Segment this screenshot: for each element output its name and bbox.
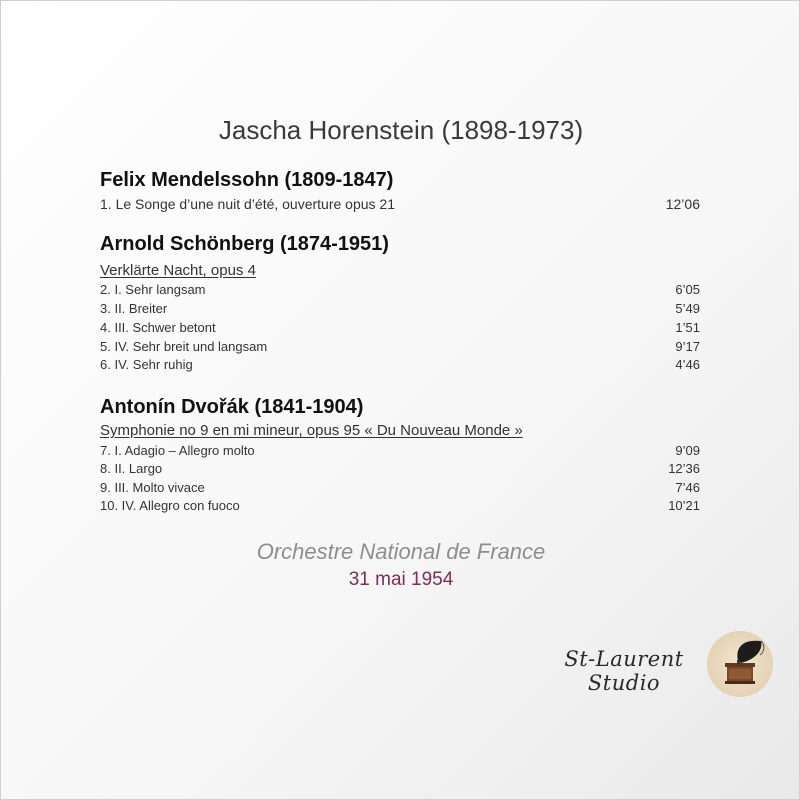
track-label: 7. I. Adagio – Allegro molto <box>100 443 255 458</box>
track-row <box>100 480 700 498</box>
track-duration: 1’51 <box>675 320 700 335</box>
composer-dvorak: Antonín Dvořák (1841-1904) <box>100 396 364 418</box>
track-row <box>100 282 700 300</box>
track-label: 1. Le Songe d’une nuit d’été, ouverture opus 21 <box>100 196 395 212</box>
track-row <box>100 339 700 357</box>
track-row <box>100 443 700 461</box>
composer-schonberg: Arnold Schönberg (1874-1951) <box>100 233 389 255</box>
track-label: 9. III. Molto vivace <box>100 480 205 495</box>
track-duration: 5’49 <box>675 301 700 316</box>
gramophone-icon <box>705 629 775 699</box>
track-duration: 4’46 <box>675 357 700 372</box>
track-label: 4. III. Schwer betont <box>100 320 216 335</box>
st-laurent-studio-logo <box>529 629 775 705</box>
track-label: 6. IV. Sehr ruhig <box>100 357 193 372</box>
track-duration: 7’46 <box>675 480 700 495</box>
recording-date: 31 mai 1954 <box>348 569 454 590</box>
track-duration: 6’05 <box>675 282 700 297</box>
track-row <box>100 320 700 338</box>
orchestra-name: Orchestre National de France <box>256 539 546 564</box>
work-title-symphonie-9: Symphonie no 9 en mi mineur, opus 95 « Du Nouveau Monde » <box>100 422 523 439</box>
track-row <box>100 196 700 214</box>
track-duration: 9’17 <box>675 339 700 354</box>
track-label: 8. II. Largo <box>100 461 163 476</box>
track-duration: 9’09 <box>675 443 700 458</box>
track-duration: 10’21 <box>668 498 700 513</box>
logo-text: St-Laurent Studio <box>564 647 684 695</box>
artist-title: Jascha Horenstein (1898-1973) <box>218 115 584 145</box>
track-row <box>100 498 700 516</box>
track-label: 5. IV. Sehr breit und langsam <box>100 339 268 354</box>
track-label: 3. II. Breiter <box>100 301 168 316</box>
composer-mendelssohn: Felix Mendelssohn (1809-1847) <box>100 169 394 191</box>
track-row <box>100 461 700 479</box>
track-label: 10. IV. Allegro con fuoco <box>100 498 240 513</box>
track-row <box>100 357 700 375</box>
track-row <box>100 301 700 319</box>
work-title-verklarte-nacht: Verklärte Nacht, opus 4 <box>100 262 256 279</box>
track-label: 2. I. Sehr langsam <box>100 282 206 297</box>
track-duration: 12’36 <box>668 461 700 476</box>
track-duration: 12’06 <box>665 196 700 212</box>
